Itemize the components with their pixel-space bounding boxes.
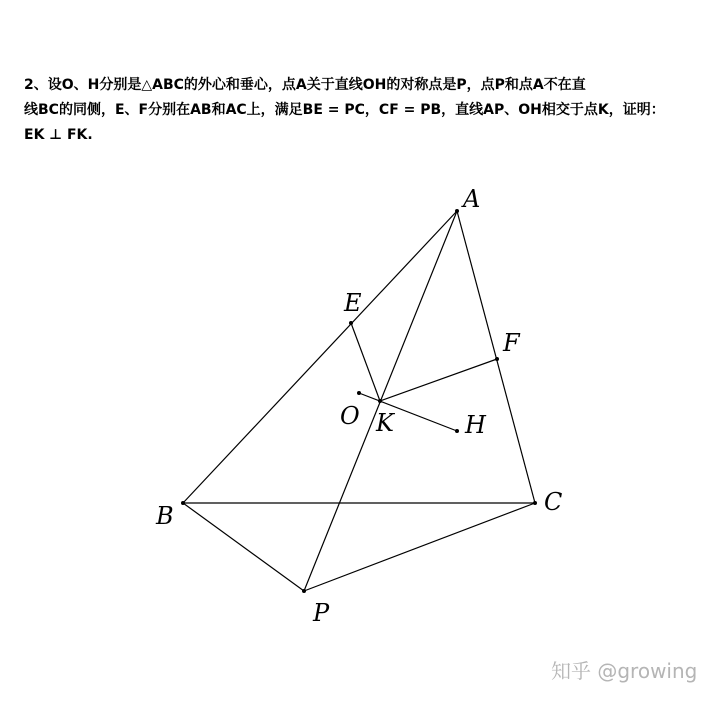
- label-K: K: [376, 409, 394, 437]
- label-F: F: [503, 329, 520, 357]
- segment-BP: [183, 503, 304, 591]
- label-P: P: [313, 599, 330, 627]
- point-B: [181, 501, 185, 505]
- segment-EK: [351, 323, 380, 401]
- watermark: 知乎 @growing: [551, 659, 698, 683]
- problem-line-1: 2、设O、H分别是△ABC的外心和垂心，点A关于直线OH的对称点是P，点P和点A不在直: [24, 77, 586, 93]
- label-O: O: [340, 402, 360, 430]
- segment-AC: [457, 211, 535, 503]
- problem-line-2: 线BC的同侧，E、F分别在AB和AC上，满足BE = PC，CF = PB，直线AP、OH相交于点K，证明：: [24, 102, 665, 118]
- point-E: [349, 321, 353, 325]
- label-B: B: [156, 502, 174, 530]
- label-A: A: [463, 185, 481, 213]
- problem-line-3: EK ⊥ FK.: [24, 127, 93, 143]
- segment-FK: [380, 359, 497, 401]
- label-C: C: [544, 488, 563, 516]
- point-F: [495, 357, 499, 361]
- point-A: [455, 209, 459, 213]
- point-O: [357, 391, 361, 395]
- point-K: [378, 399, 382, 403]
- segment-AB: [183, 211, 457, 503]
- point-P: [302, 589, 306, 593]
- segment-CP: [304, 503, 535, 591]
- point-C: [533, 501, 537, 505]
- segment-OH: [359, 393, 457, 431]
- label-H: H: [465, 411, 486, 439]
- label-E: E: [344, 289, 362, 317]
- point-H: [455, 429, 459, 433]
